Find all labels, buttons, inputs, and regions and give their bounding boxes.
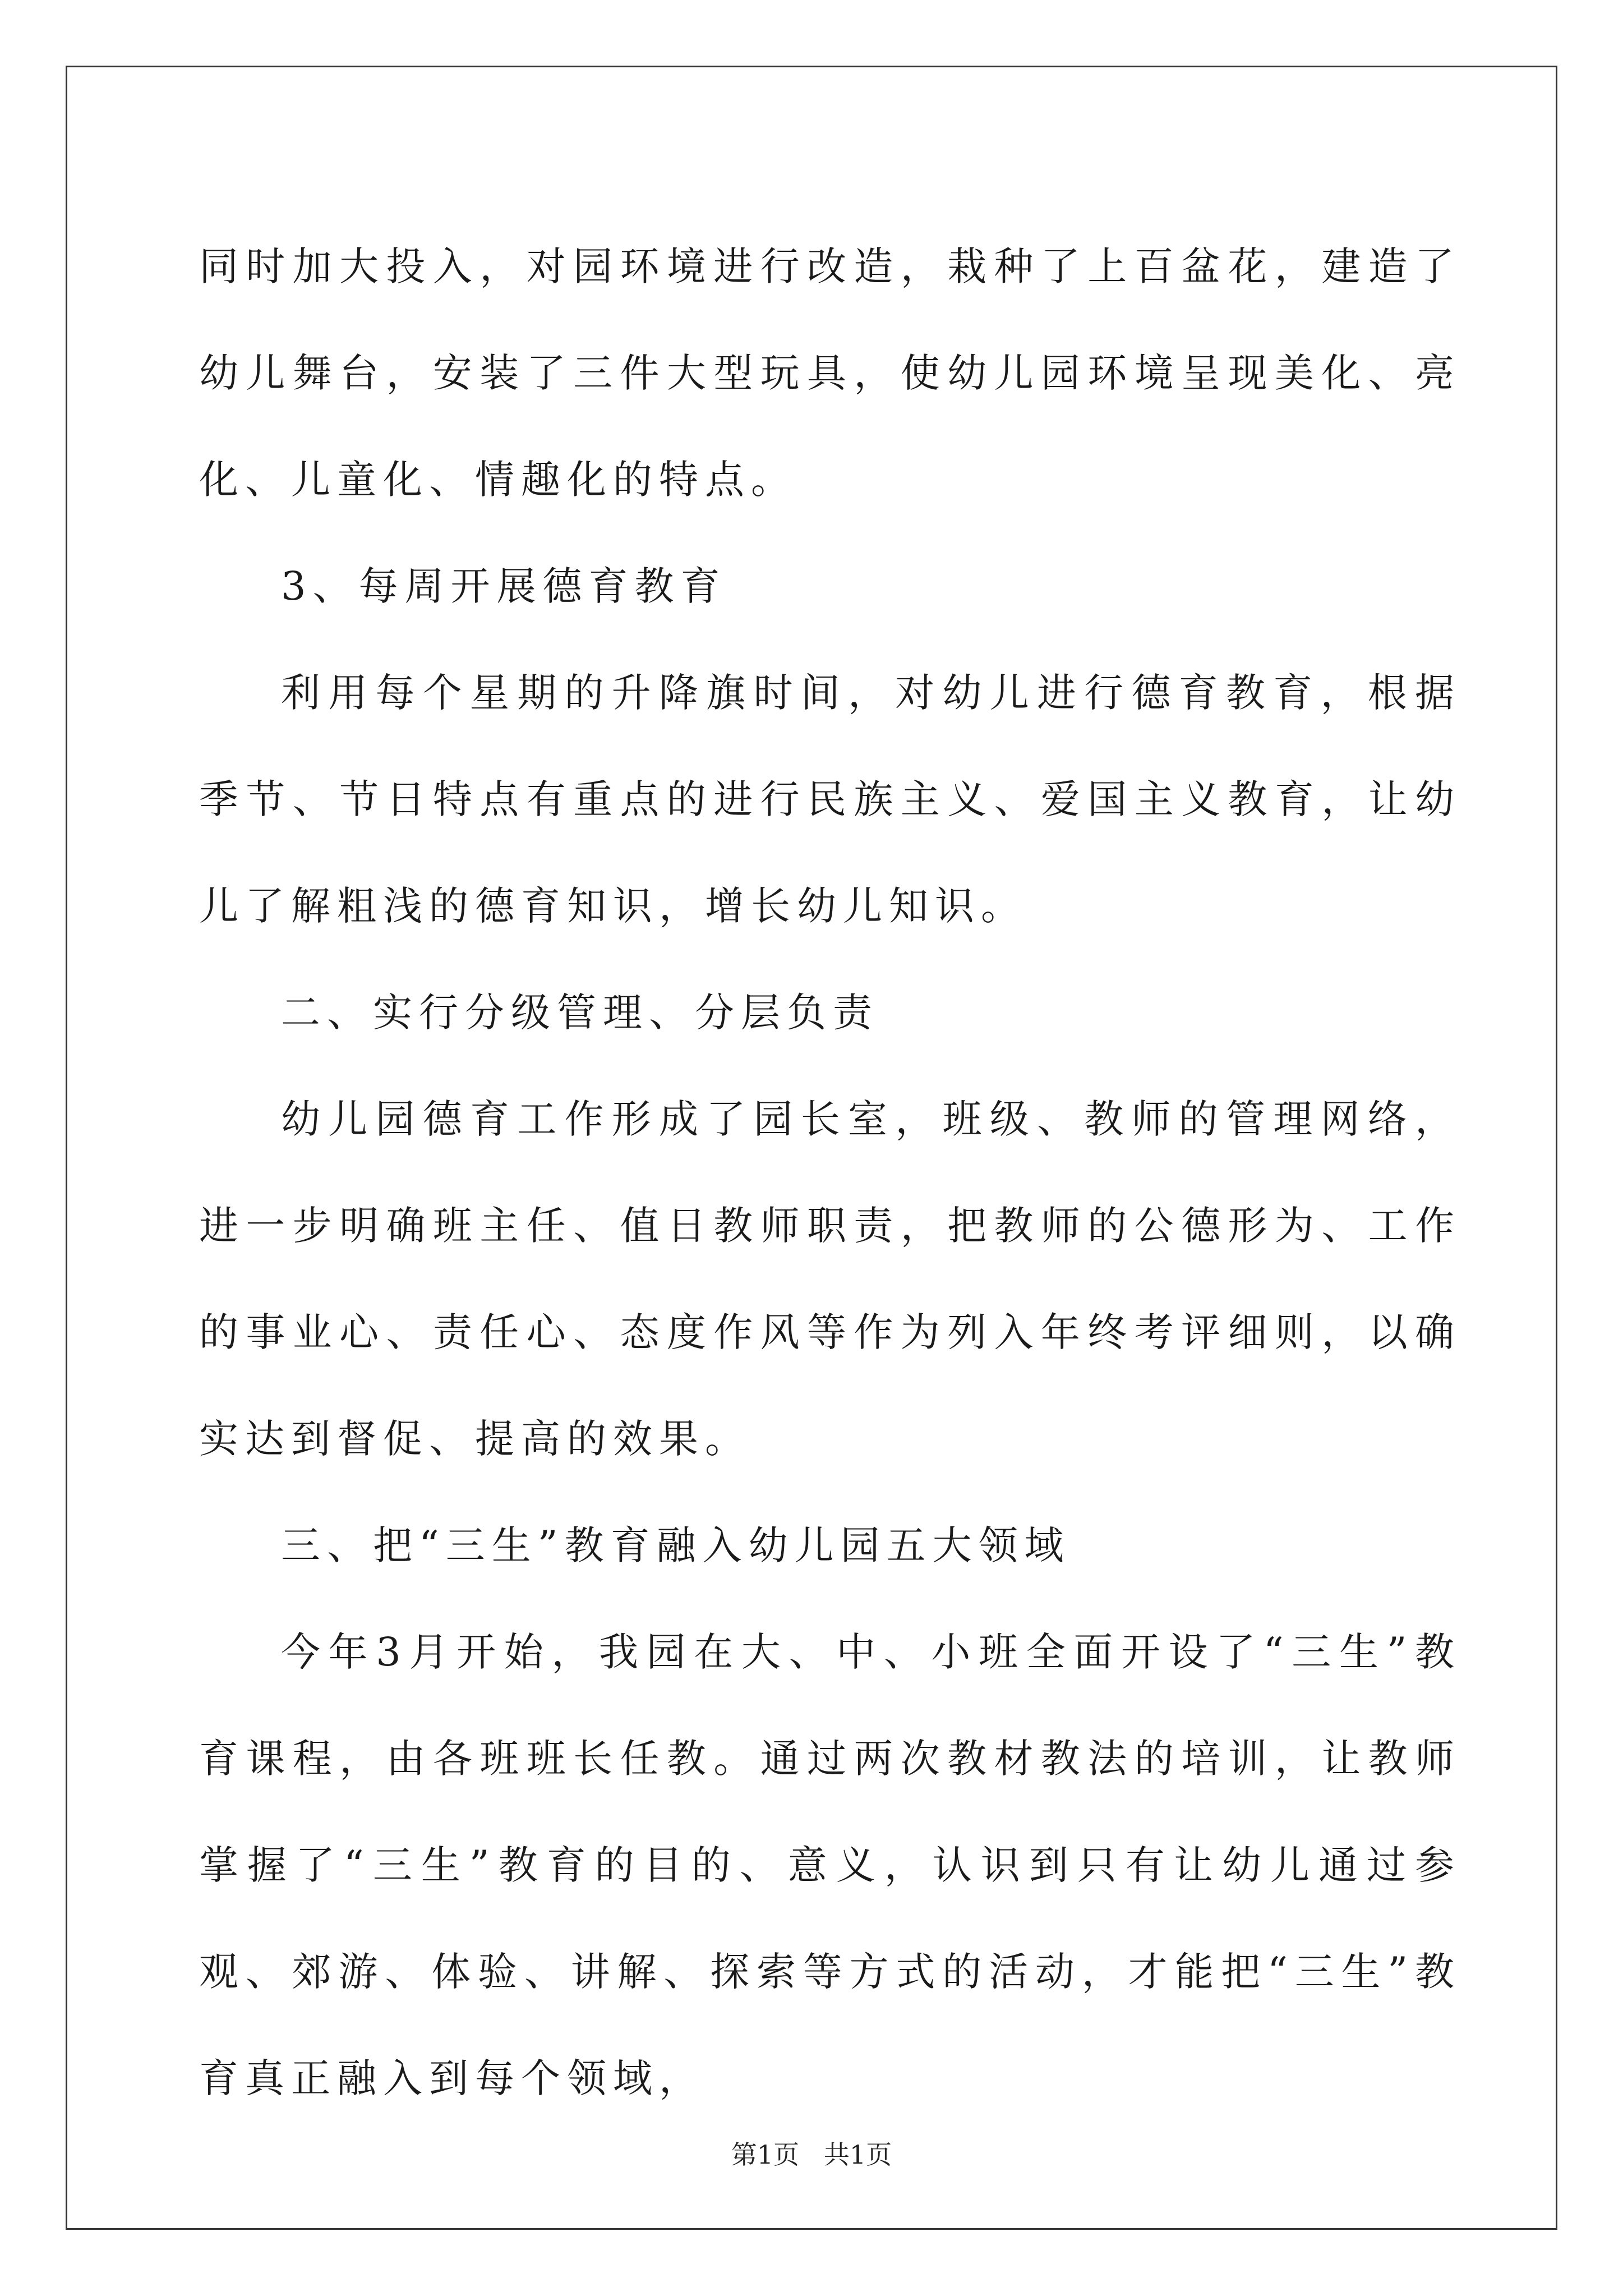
paragraph-1: 同时加大投入，对园环境进行改造，栽种了上百盆花，建造了幼儿舞台，安装了三件大型玩具，使幼儿园环境呈现美化、亮化、儿童化、情趣化的特点。	[199, 243, 1461, 503]
heading-3-three-life-education: 三、把“三生”教育融入幼儿园五大领域	[281, 1522, 1071, 1568]
page-footer: 第1页 共1页	[731, 2139, 892, 2170]
document-body	[199, 213, 1461, 2132]
paragraph-three-life-course: 今年3月开始，我园在大、中、小班全面开设了“三生”教育课程，由各班班长任教。通过两次教材教法的培训，让教师掌握了“三生”教育的目的、意义，认识到只有让幼儿通过参观、郊游、体验、讲解、探索等方式的活动，才能把“三生”教育真正融入到每个领域，	[199, 1629, 1461, 2101]
heading-3-weekly-moral-education: 3、每周开展德育教育	[281, 563, 727, 609]
heading-2-graded-management: 二、实行分级管理、分层负责	[281, 990, 879, 1036]
paragraph-flag-ceremony: 利用每个星期的升降旗时间，对幼儿进行德育教育，根据季节、节日特点有重点的进行民族主义、爱国主义教育，让幼儿了解粗浅的德育知识，增长幼儿知识。	[199, 670, 1461, 929]
paragraph-management-network: 幼儿园德育工作形成了园长室，班级、教师的管理网络，进一步明确班主任、值日教师职责，把教师的公德形为、工作的事业心、责任心、态度作风等作为列入年终考评细则，以确实达到督促、提高的效果。	[199, 1096, 1461, 1462]
